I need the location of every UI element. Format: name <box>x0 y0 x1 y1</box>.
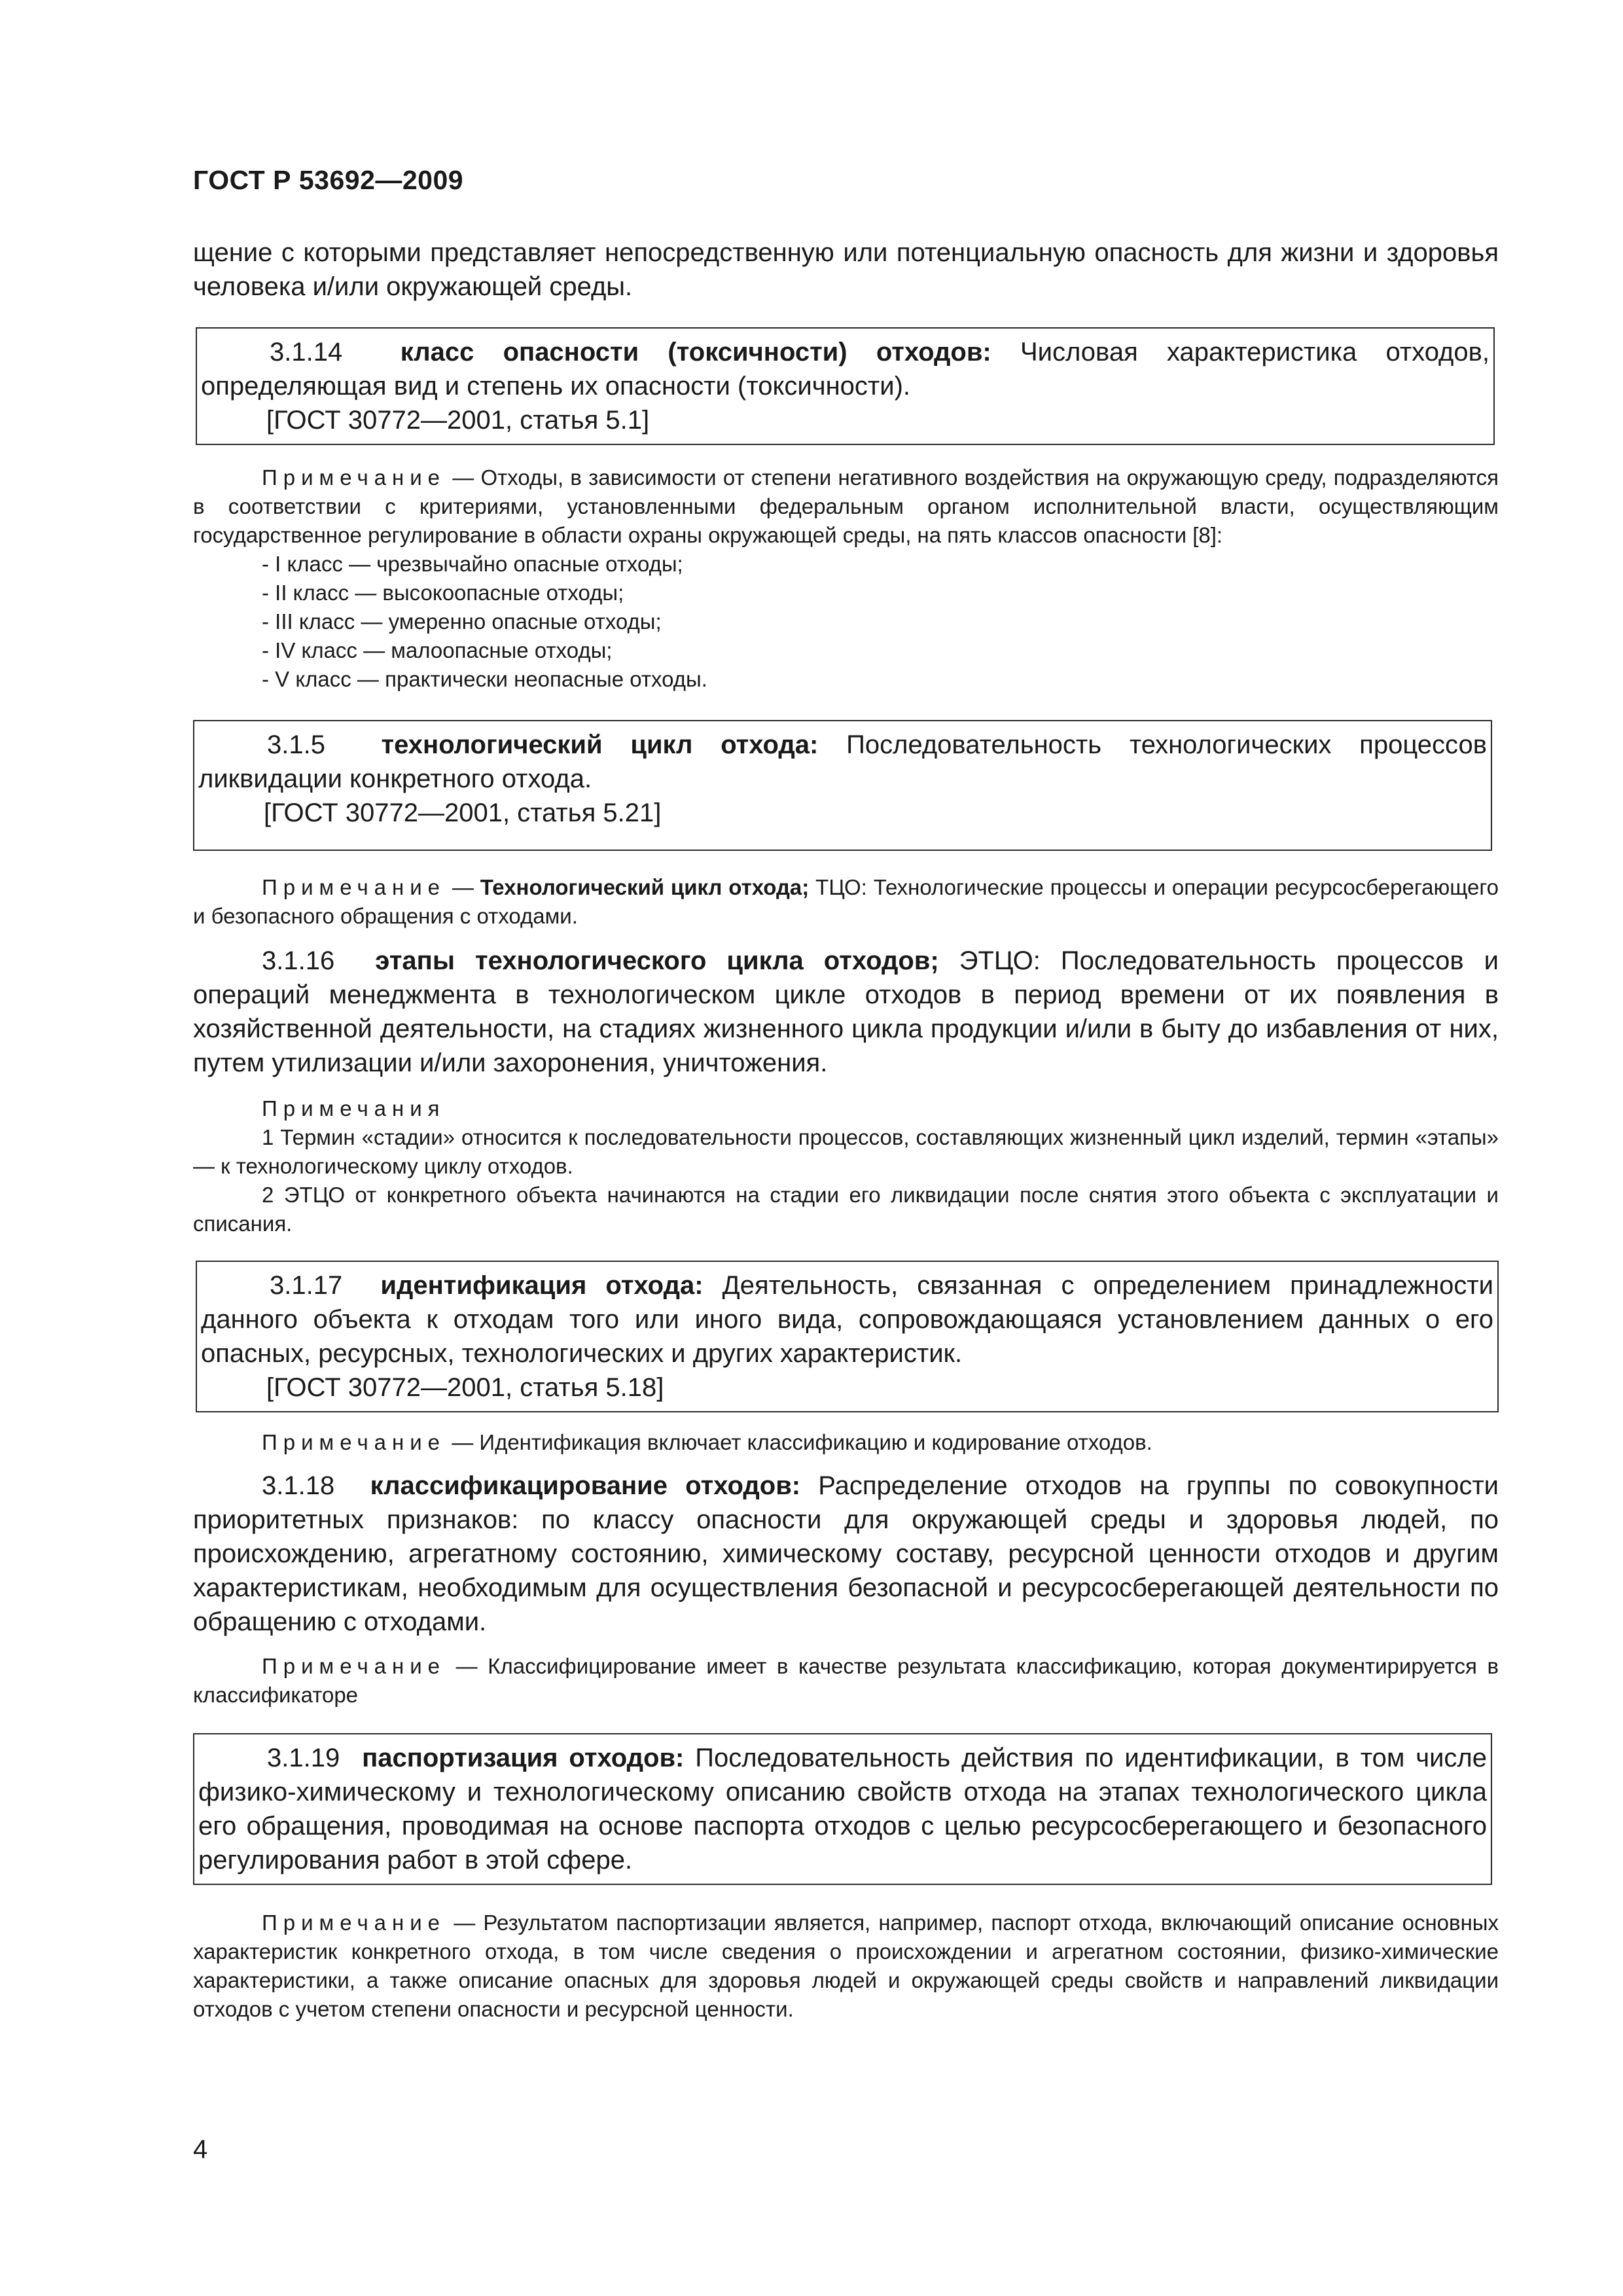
note-body: ТЦО: Технологические процессы и операции ресурсосберегающего и безопасного обращения с отходами. <box>193 875 1499 928</box>
definition-body: Деятельность, связанная с определением принадлежности данного объекта к отходам того или иного вида, сопровождающаяся установлением данных о его опасных, ресурсных, технологических и других характеристик. <box>201 1271 1493 1368</box>
definition-box-3-1-5 <box>193 720 1492 851</box>
page-number: 4 <box>193 2135 208 2164</box>
note-3-1-17 <box>193 1428 1499 1457</box>
definition-term: идентификация отхода: <box>380 1271 704 1300</box>
document-body <box>193 236 1499 2024</box>
list-item: - V класс — практически неопасные отходы. <box>262 667 707 691</box>
note-label: Примечания <box>262 1096 446 1121</box>
definition-3-1-16 <box>193 944 1499 1080</box>
hazard-class-list <box>193 550 1499 694</box>
definition-text <box>198 728 1487 796</box>
note-label: Примечание <box>262 465 446 490</box>
note-dash: — <box>452 875 474 899</box>
note-body: — Классифицирование имеет в качестве результата классификацию, которая документирируется в классификаторе <box>193 1654 1499 1707</box>
list-item: - III класс — умеренно опасные отходы; <box>262 609 662 634</box>
note-text <box>193 463 1499 550</box>
note-body: — Идентификация включает классификацию и кодирование отходов. <box>452 1430 1152 1454</box>
document-header: ГОСТ Р 53692—2009 <box>193 165 464 195</box>
definition-source: [ГОСТ 30772—2001, статья 5.1] <box>266 406 650 435</box>
note-body: — Результатом паспортизации является, например, паспорт отхода, включающий описание основных характеристик конкретного отхода, в том числе сведения о происхождении и агрегатном состоянии, физико-химические характеристики, а также описание опасных для здоровья людей и окружающей среды свойств и направлений ликвидации отходов с учетом степени опасности и ресурсной ценности. <box>193 1910 1499 2021</box>
note-label: Примечание <box>262 1430 446 1454</box>
list-item: - I класс — чрезвычайно опасные отходы; <box>262 552 683 576</box>
definition-body: ЭТЦО: Последовательность процессов и операций менеджмента в технологическом цикле отходов в период времени от их появления в хозяйственной деятельности, на стадиях жизненного цикла продукции и/или в быту до избавления от них, путем утилизации и/или захоронения, уничтожения. <box>193 946 1499 1077</box>
note-3-1-14 <box>193 463 1499 694</box>
definition-body: Последовательность действия по идентификации, в том числе физико-химическому и технологическому описанию свойств отхода на этапах технологического цикла его обращения, проводимая на основе паспорта отходов с целью ресурсосберегающего и безопасного регулирования работ в этой сфере. <box>198 1744 1488 1874</box>
note-3-1-19 <box>193 1909 1499 2024</box>
note-label: Примечание <box>262 875 446 899</box>
definition-number: 3.1.14 <box>270 338 343 367</box>
note-label: Примечание <box>262 1654 446 1678</box>
note-term: Технологический цикл отхода; <box>480 875 810 899</box>
definition-source: [ГОСТ 30772—2001, статья 5.21] <box>264 798 662 827</box>
note-item: 2 ЭТЦО от конкретного объекта начинаются на стадии его ликвидации после снятия этого объекта с эксплуатации и списания. <box>193 1183 1499 1236</box>
note-item: 1 Термин «стадии» относится к последовательности процессов, составляющих жизненный цикл изделий, термин «этапы» — к технологическому циклу отходов. <box>193 1125 1499 1178</box>
definition-body: Распределение отходов на группы по совокупности приоритетных признаков: по классу опасности для окружающей среды и здоровья людей, по происхождению, агрегатному состоянию, химическому составу, ресурсной ценности отходов и другим характеристикам, необходимым для осуществления безопасной и ресурсосберегающей деятельности по обращению с отходами. <box>193 1471 1499 1636</box>
note-body: — Отходы, в зависимости от степени негативного воздействия на окружающую среду, подразделяются в соответствии с критериями, установленными федеральным органом исполнительной власти, осуществляющим государственное регулирование в области охраны окружающей среды, на пять классов опасности [8]: <box>193 465 1499 547</box>
definition-number: 3.1.17 <box>270 1271 343 1300</box>
list-item: - II класс — высокоопасные отходы; <box>262 581 624 605</box>
definition-term: классификацирование отходов: <box>370 1471 801 1500</box>
definition-term: этапы технологического цикла отходов; <box>375 946 939 975</box>
notes-heading <box>193 1094 1499 1123</box>
note-3-1-18 <box>193 1652 1499 1710</box>
definition-number: 3.1.16 <box>262 946 335 975</box>
definition-term: паспортизация отходов: <box>362 1744 685 1772</box>
definition-term: технологический цикл отхода: <box>381 730 819 759</box>
note-3-1-5 <box>193 873 1499 931</box>
definition-box-3-1-19 <box>193 1733 1492 1885</box>
note-label: Примечание <box>262 1910 446 1935</box>
definition-number: 3.1.5 <box>267 730 325 759</box>
definition-box-3-1-17 <box>196 1261 1499 1412</box>
definition-number: 3.1.19 <box>267 1744 340 1772</box>
definition-term: класс опасности (токсичности) отходов: <box>400 338 991 367</box>
definition-text <box>201 335 1489 403</box>
notes-3-1-16 <box>193 1094 1499 1238</box>
definition-body: Числовая характеристика отходов, определяющая вид и степень их опасности (токсичности). <box>201 338 1490 401</box>
definition-text <box>198 1741 1487 1877</box>
definition-box-3-1-14 <box>196 327 1495 445</box>
definition-3-1-18 <box>193 1469 1499 1639</box>
definition-body: Последовательность технологических процессов ликвидации конкретного отхода. <box>198 730 1487 793</box>
definition-number: 3.1.18 <box>262 1471 335 1500</box>
definition-source: [ГОСТ 30772—2001, статья 5.18] <box>266 1373 664 1402</box>
list-item: - IV класс — малоопасные отходы; <box>262 638 613 662</box>
continuation-text: щение с которыми представляет непосредственную или потенциальную опасность для жизни и здоровья человека и/или окружающей среды. <box>193 238 1499 301</box>
definition-text <box>201 1268 1493 1371</box>
